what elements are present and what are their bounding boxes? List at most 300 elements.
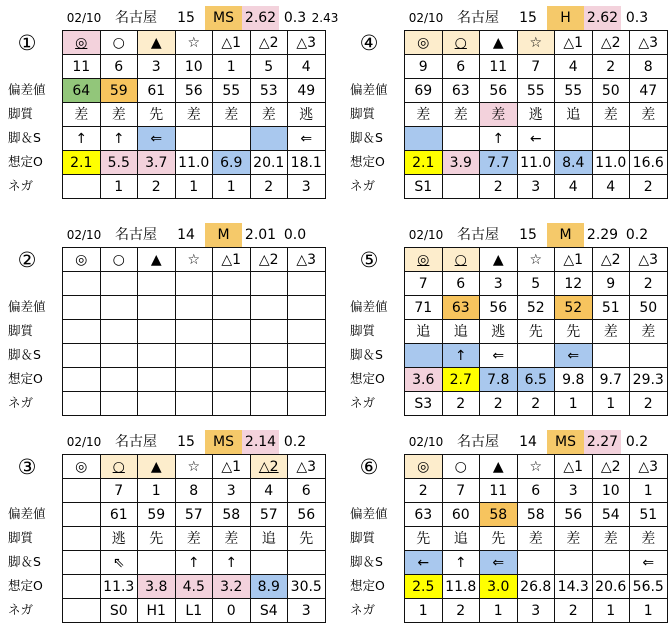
running-style-cell: 差 <box>213 103 251 127</box>
negative-cell: S4 <box>250 599 288 623</box>
expected-odds-cell: 7.8 <box>480 368 518 392</box>
leg-speed-cell <box>213 344 251 368</box>
negative-cell: 3 <box>517 175 555 199</box>
header-v3 <box>652 223 670 247</box>
leg-speed-cell <box>100 344 138 368</box>
horse-number-cell: 3 <box>555 479 593 503</box>
negative-cell: 2 <box>480 392 518 416</box>
race-header <box>4 223 344 247</box>
row-label: 脚＆S <box>8 347 41 362</box>
horse-number-cell: 11 <box>63 55 101 79</box>
expected-odds-cell: 26.8 <box>517 575 555 599</box>
horse-number-cell: 3 <box>480 272 518 296</box>
deviation-cell: 64 <box>63 79 101 103</box>
horse-number-cell: 6 <box>288 479 326 503</box>
header-v3 <box>310 223 340 247</box>
negative-cell: 0 <box>213 599 251 623</box>
row-label: 脚質 <box>8 106 34 121</box>
expected-odds-cell: 11.0 <box>517 151 555 175</box>
deviation-row <box>405 296 668 320</box>
expected-odds-cell: 11.8 <box>442 575 480 599</box>
expected-odds-cell: 11.0 <box>592 151 630 175</box>
mark-row <box>405 31 668 55</box>
leg-speed-cell: ↑ <box>442 551 480 575</box>
mark-cell: △2 <box>250 31 288 55</box>
negative-cell: S3 <box>405 392 443 416</box>
negative-row <box>405 599 668 623</box>
deviation-cell <box>63 296 101 320</box>
expected-odds-cell: 18.1 <box>288 151 326 175</box>
expected-odds-cell: 6.5 <box>517 368 555 392</box>
running-style-cell <box>213 320 251 344</box>
negative-cell: 3 <box>288 599 326 623</box>
horse-number-cell: 5 <box>517 272 555 296</box>
deviation-cell: 52 <box>517 296 555 320</box>
leg-speed-cell <box>592 127 630 151</box>
deviation-cell: 54 <box>592 503 630 527</box>
deviation-cell: 50 <box>592 79 630 103</box>
deviation-cell: 58 <box>480 503 518 527</box>
negative-cell <box>250 392 288 416</box>
deviation-cell: 56 <box>480 79 518 103</box>
expected-odds-row <box>405 368 668 392</box>
mark-cell: △3 <box>630 455 668 479</box>
expected-odds-row <box>63 151 326 175</box>
deviation-cell: 49 <box>288 79 326 103</box>
horse-number-cell: 7 <box>442 479 480 503</box>
running-style-row <box>63 320 326 344</box>
running-style-cell: 差 <box>630 527 668 551</box>
header-v3: 2.43 <box>311 11 339 25</box>
race-header <box>4 6 344 30</box>
horse-number-cell: 8 <box>630 55 668 79</box>
mark-cell: ◎ <box>63 248 101 272</box>
mark-cell: ○ <box>100 248 138 272</box>
expected-odds-cell: 8.9 <box>250 575 288 599</box>
horse-number-cell: 4 <box>555 55 593 79</box>
running-style-cell: 逃 <box>517 103 555 127</box>
negative-cell: 2 <box>442 392 480 416</box>
header-count: 14 <box>519 434 537 450</box>
deviation-cell: 63 <box>442 79 480 103</box>
leg-speed-cell: ⇐ <box>480 344 518 368</box>
deviation-cell: 56 <box>480 296 518 320</box>
leg-speed-row <box>405 344 668 368</box>
row-label: 想定O <box>8 154 43 169</box>
race-panel <box>4 223 334 423</box>
leg-speed-cell <box>555 551 593 575</box>
leg-speed-cell <box>517 551 555 575</box>
expected-odds-cell <box>175 368 213 392</box>
row-label: 脚＆S <box>8 554 41 569</box>
leg-speed-cell: ⇖ <box>100 551 138 575</box>
mark-cell: ▲ <box>138 31 176 55</box>
mark-cell: ○ <box>442 248 480 272</box>
running-style-cell: 逃 <box>480 320 518 344</box>
deviation-cell: 69 <box>405 79 443 103</box>
header-v2: 0.3 <box>625 10 649 26</box>
header-grade: M <box>547 223 584 247</box>
mark-cell: △3 <box>630 31 668 55</box>
leg-speed-cell <box>138 344 176 368</box>
negative-cell: H1 <box>138 599 176 623</box>
expected-odds-row <box>405 151 668 175</box>
leg-speed-row <box>63 127 326 151</box>
horse-number-cell: 6 <box>442 272 480 296</box>
header-v2: 0.2 <box>625 227 649 243</box>
deviation-cell: 61 <box>138 79 176 103</box>
negative-cell: 2 <box>517 392 555 416</box>
expected-odds-cell: 16.6 <box>630 151 668 175</box>
row-label: 想定O <box>350 154 385 169</box>
row-label: 想定O <box>8 578 43 593</box>
leg-speed-cell <box>405 344 443 368</box>
leg-speed-cell <box>630 344 668 368</box>
horse-number-cell: 2 <box>592 55 630 79</box>
row-label: 脚＆S <box>8 130 41 145</box>
row-label: 偏差値 <box>8 506 46 521</box>
running-style-cell: 差 <box>100 103 138 127</box>
expected-odds-cell: 20.6 <box>592 575 630 599</box>
expected-odds-cell: 30.5 <box>288 575 326 599</box>
deviation-row <box>63 296 326 320</box>
expected-odds-cell <box>250 368 288 392</box>
leg-speed-cell <box>175 127 213 151</box>
prediction-table <box>62 247 326 416</box>
expected-odds-cell: 11.3 <box>100 575 138 599</box>
mark-cell: ◎ <box>405 31 443 55</box>
leg-speed-cell <box>517 344 555 368</box>
row-label: 偏差値 <box>8 299 46 314</box>
header-grade: MS <box>547 430 584 454</box>
horse-number-cell: 11 <box>480 479 518 503</box>
horse-number-cell: 4 <box>250 479 288 503</box>
running-style-cell <box>100 320 138 344</box>
horse-number-cell <box>288 272 326 296</box>
horse-number-cell: 7 <box>517 55 555 79</box>
mark-cell: △1 <box>213 248 251 272</box>
leg-speed-cell <box>405 127 443 151</box>
horse-number-cell: 3 <box>213 479 251 503</box>
row-label: 脚＆S <box>350 554 383 569</box>
mark-cell: △2 <box>592 455 630 479</box>
leg-speed-cell <box>288 551 326 575</box>
row-label: 脚＆S <box>350 130 383 145</box>
running-style-cell: 追 <box>442 320 480 344</box>
expected-odds-cell: 3.7 <box>138 151 176 175</box>
header-date: 02/10 <box>408 435 444 449</box>
running-style-cell: 差 <box>555 527 593 551</box>
deviation-cell <box>213 296 251 320</box>
expected-odds-cell: 4.5 <box>175 575 213 599</box>
horse-number-cell: 9 <box>592 272 630 296</box>
negative-cell: 2 <box>555 599 593 623</box>
header-v1: 2.62 <box>242 6 279 30</box>
negative-cell: 2 <box>138 175 176 199</box>
expected-odds-cell <box>213 368 251 392</box>
mark-cell: ○ <box>100 455 138 479</box>
mark-cell: △1 <box>213 31 251 55</box>
race-number: ① <box>17 31 37 55</box>
header-v1: 2.29 <box>586 227 619 243</box>
deviation-cell: 59 <box>100 79 138 103</box>
negative-row <box>405 175 668 199</box>
expected-odds-cell: 2.5 <box>405 575 443 599</box>
expected-odds-cell: 29.3 <box>630 368 668 392</box>
horse-number-cell <box>213 272 251 296</box>
race-header <box>346 430 670 454</box>
horse-number-cell <box>100 272 138 296</box>
horse-number-cell: 3 <box>138 55 176 79</box>
horse-number-cell: 4 <box>288 55 326 79</box>
running-style-cell: 先 <box>517 320 555 344</box>
leg-speed-cell: ← <box>517 127 555 151</box>
leg-speed-cell <box>63 344 101 368</box>
mark-cell: ☆ <box>175 248 213 272</box>
mark-cell: ▲ <box>480 31 518 55</box>
deviation-cell <box>288 296 326 320</box>
running-style-cell: 差 <box>517 527 555 551</box>
header-venue: 名古屋 <box>115 10 157 26</box>
expected-odds-cell: 8.4 <box>555 151 593 175</box>
expected-odds-cell: 56.5 <box>630 575 668 599</box>
expected-odds-cell: 2.7 <box>442 368 480 392</box>
horse-number-cell <box>138 272 176 296</box>
expected-odds-cell <box>288 368 326 392</box>
running-style-cell <box>250 320 288 344</box>
mark-cell: ▲ <box>138 248 176 272</box>
mark-cell: ☆ <box>175 455 213 479</box>
negative-cell <box>63 175 101 199</box>
horse-number-cell: 6 <box>100 55 138 79</box>
row-label: ネガ <box>8 178 34 193</box>
race-panel <box>4 430 334 630</box>
negative-cell: 4 <box>592 175 630 199</box>
race-panel <box>346 6 670 206</box>
running-style-cell: 差 <box>63 103 101 127</box>
header-v2: 0.2 <box>283 434 307 450</box>
header-grade: H <box>547 6 584 30</box>
header-v2: 0.2 <box>625 434 649 450</box>
negative-cell: 4 <box>555 175 593 199</box>
row-label: 脚質 <box>350 323 376 338</box>
deviation-row <box>405 79 668 103</box>
leg-speed-cell <box>592 551 630 575</box>
running-style-cell: 差 <box>480 103 518 127</box>
header-v3 <box>652 430 670 454</box>
race-number: ④ <box>359 31 379 55</box>
negative-cell: 1 <box>405 599 443 623</box>
header-v3 <box>310 430 340 454</box>
horse-number-cell <box>63 479 101 503</box>
expected-odds-row <box>405 575 668 599</box>
mark-cell: △2 <box>250 455 288 479</box>
expected-odds-cell: 2.1 <box>405 151 443 175</box>
running-style-cell: 差 <box>405 103 443 127</box>
running-style-cell <box>138 320 176 344</box>
mark-cell: ○ <box>442 455 480 479</box>
leg-speed-cell: ↑ <box>213 551 251 575</box>
horse-number-cell: 10 <box>175 55 213 79</box>
mark-cell: ◎ <box>405 248 443 272</box>
expected-odds-cell <box>138 368 176 392</box>
horse-number-cell: 6 <box>442 55 480 79</box>
mark-cell: △1 <box>555 31 593 55</box>
race-header <box>4 430 344 454</box>
horse-number-cell: 2 <box>405 479 443 503</box>
negative-row <box>63 599 326 623</box>
mark-cell: ▲ <box>480 248 518 272</box>
horse-number-row <box>63 55 326 79</box>
negative-cell: 2 <box>480 175 518 199</box>
mark-cell: ☆ <box>517 455 555 479</box>
leg-speed-cell <box>442 127 480 151</box>
negative-cell <box>288 392 326 416</box>
running-style-cell: 先 <box>138 103 176 127</box>
running-style-cell <box>63 527 101 551</box>
race-panel <box>4 6 339 206</box>
mark-cell: ◎ <box>63 31 101 55</box>
race-number: ③ <box>17 455 37 479</box>
horse-number-cell: 1 <box>630 479 668 503</box>
row-label: 脚質 <box>8 323 34 338</box>
horse-number-row <box>63 272 326 296</box>
header-v1: 2.62 <box>584 6 621 30</box>
deviation-cell <box>63 503 101 527</box>
negative-cell: 2 <box>630 175 668 199</box>
race-header <box>346 223 670 247</box>
prediction-table <box>62 454 326 623</box>
running-style-cell: 追 <box>405 320 443 344</box>
negative-cell: 2 <box>250 175 288 199</box>
mark-row <box>63 248 326 272</box>
running-style-cell: 先 <box>288 527 326 551</box>
mark-cell: ☆ <box>517 31 555 55</box>
horse-number-row <box>405 272 668 296</box>
header-v2: 0.3 <box>283 10 307 26</box>
expected-odds-row <box>63 575 326 599</box>
header-date: 02/10 <box>66 435 102 449</box>
mark-row <box>63 31 326 55</box>
mark-cell: ◎ <box>63 455 101 479</box>
negative-cell <box>175 392 213 416</box>
row-label: 想定O <box>350 578 385 593</box>
row-label: 想定O <box>8 371 43 386</box>
deviation-cell: 55 <box>555 79 593 103</box>
mark-cell: ○ <box>442 31 480 55</box>
row-label: 偏差値 <box>350 82 388 97</box>
leg-speed-cell: ↑ <box>63 127 101 151</box>
negative-cell: 1 <box>592 599 630 623</box>
deviation-cell: 59 <box>138 503 176 527</box>
horse-number-cell: 1 <box>138 479 176 503</box>
running-style-row <box>63 103 326 127</box>
leg-speed-row <box>63 551 326 575</box>
negative-row <box>405 392 668 416</box>
running-style-cell <box>288 320 326 344</box>
header-count: 15 <box>519 10 537 26</box>
leg-speed-cell <box>250 344 288 368</box>
header-count: 15 <box>519 227 537 243</box>
leg-speed-cell <box>630 127 668 151</box>
running-style-cell: 先 <box>405 527 443 551</box>
horse-number-cell: 5 <box>250 55 288 79</box>
running-style-cell: 差 <box>250 103 288 127</box>
header-date: 02/10 <box>66 11 102 25</box>
horse-number-cell: 12 <box>555 272 593 296</box>
running-style-cell: 差 <box>592 103 630 127</box>
negative-cell <box>138 392 176 416</box>
negative-cell: 2 <box>442 599 480 623</box>
running-style-cell: 差 <box>630 320 668 344</box>
horse-number-row <box>405 55 668 79</box>
deviation-cell: 63 <box>442 296 480 320</box>
header-venue: 名古屋 <box>115 434 157 450</box>
negative-cell: L1 <box>175 599 213 623</box>
negative-cell <box>442 175 480 199</box>
running-style-cell: 逃 <box>100 527 138 551</box>
leg-speed-cell <box>592 344 630 368</box>
deviation-cell: 47 <box>630 79 668 103</box>
negative-cell: S0 <box>100 599 138 623</box>
deviation-row <box>63 79 326 103</box>
leg-speed-cell <box>555 127 593 151</box>
horse-number-cell: 1 <box>213 55 251 79</box>
deviation-cell: 52 <box>555 296 593 320</box>
mark-row <box>405 455 668 479</box>
expected-odds-cell <box>100 368 138 392</box>
leg-speed-cell: ↑ <box>480 127 518 151</box>
header-v1: 2.27 <box>584 430 621 454</box>
running-style-cell <box>63 320 101 344</box>
mark-cell: △1 <box>213 455 251 479</box>
deviation-cell <box>250 296 288 320</box>
deviation-cell: 56 <box>288 503 326 527</box>
leg-speed-cell <box>63 551 101 575</box>
negative-cell <box>63 392 101 416</box>
leg-speed-cell <box>250 551 288 575</box>
prediction-table <box>404 30 668 199</box>
mark-cell: △2 <box>592 248 630 272</box>
mark-cell: △1 <box>555 248 593 272</box>
mark-cell: △3 <box>288 455 326 479</box>
header-venue: 名古屋 <box>457 227 499 243</box>
mark-cell: ◎ <box>405 455 443 479</box>
expected-odds-cell: 9.7 <box>592 368 630 392</box>
deviation-cell: 71 <box>405 296 443 320</box>
deviation-cell: 57 <box>250 503 288 527</box>
mark-cell: △2 <box>592 31 630 55</box>
expected-odds-cell: 3.0 <box>480 575 518 599</box>
running-style-cell <box>175 320 213 344</box>
header-v2: 0.0 <box>283 227 307 243</box>
running-style-cell: 差 <box>442 103 480 127</box>
row-label: 脚質 <box>350 106 376 121</box>
race-panel <box>346 430 670 630</box>
header-venue: 名古屋 <box>457 10 499 26</box>
leg-speed-cell: ⇐ <box>630 551 668 575</box>
expected-odds-row <box>63 368 326 392</box>
prediction-table <box>404 247 668 416</box>
row-label: 脚質 <box>8 530 34 545</box>
expected-odds-cell: 6.9 <box>213 151 251 175</box>
mark-row <box>63 455 326 479</box>
negative-cell: 1 <box>175 175 213 199</box>
header-count: 15 <box>177 434 195 450</box>
negative-cell: 1 <box>630 599 668 623</box>
negative-row <box>63 392 326 416</box>
row-label: 脚質 <box>350 530 376 545</box>
